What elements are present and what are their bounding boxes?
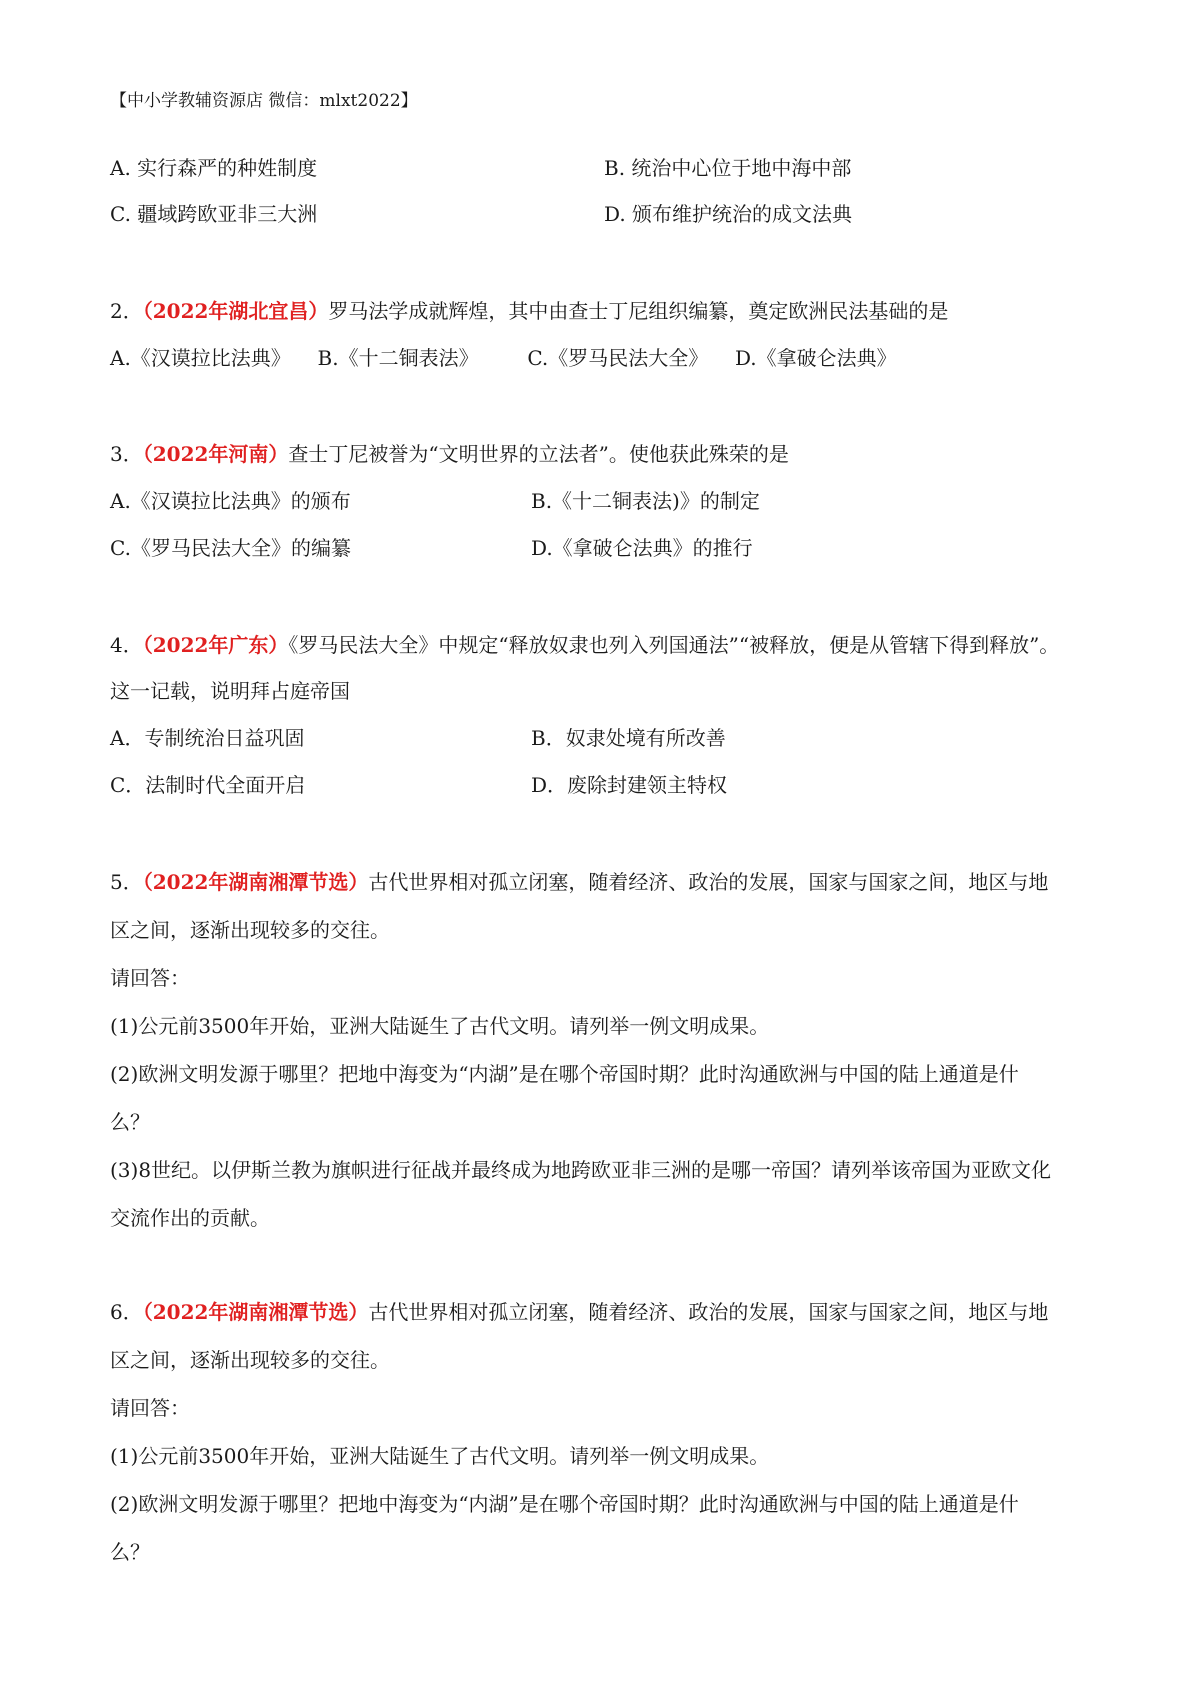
q3-option-a: A.《汉谟拉比法典》的颁布 xyxy=(110,489,351,513)
q3-number: 3． xyxy=(110,442,143,466)
q3-option-d: D.《拿破仑法典》的推行 xyxy=(531,536,753,560)
q5-sub3-line1: (3)8世纪。以伊斯兰教为旗帜进行征战并最终成为地跨欧亚非三洲的是哪一帝国？请列举该帝国为亚欧文化 xyxy=(110,1158,1052,1182)
q4-source: （2022年广东） xyxy=(142,633,289,657)
q2-stem xyxy=(110,297,948,325)
q1-option-b: B. 统治中心位于地中海中部 xyxy=(604,156,852,180)
q5-sub2-line1: (2)欧洲文明发源于哪里？把地中海变为“内湖”是在哪个帝国时期？此时沟通欧洲与中国的陆上通道是什 xyxy=(110,1062,1019,1086)
q5-sub3-line2: 交流作出的贡献。 xyxy=(110,1206,270,1230)
q5-sub2-line2: 么？ xyxy=(110,1110,150,1134)
q3-option-c: C.《罗马民法大全》的编纂 xyxy=(110,536,351,560)
q3-source: （2022年河南） xyxy=(142,442,289,466)
q4-option-b: B．奴隶处境有所改善 xyxy=(531,726,726,750)
q2-option-d: D.《拿破仑法典》 xyxy=(734,346,897,370)
q3-stem-text: 查士丁尼被誉为“文明世界的立法者”。使他获此殊荣的是 xyxy=(288,442,789,466)
q2-number: 2． xyxy=(110,299,143,323)
q6-stem-line2: 区之间，逐渐出现较多的交往。 xyxy=(110,1348,390,1372)
q5-source: （2022年湖南湘潭节选） xyxy=(142,870,369,894)
q2-option-c: C.《罗马民法大全》 xyxy=(527,346,709,370)
q5-stem-text: 古代世界相对孤立闭塞，随着经济、政治的发展，国家与国家之间，地区与地 xyxy=(368,870,1049,894)
watermark-header: 【中小学教辅资源店 微信：mlxt2022】 xyxy=(110,91,418,111)
q3-stem xyxy=(110,440,789,468)
q2-options xyxy=(110,344,897,372)
q4-stem-line2: 这一记载，说明拜占庭帝国 xyxy=(110,679,350,703)
q6-sub2-line2: 么？ xyxy=(110,1540,150,1564)
q5-number: 5． xyxy=(110,870,143,894)
q1-option-d: D. 颁布维护统治的成文法典 xyxy=(604,202,853,226)
q4-option-a: A．专制统治日益巩固 xyxy=(110,726,305,750)
q4-stem-text: 《罗马民法大全》中规定“释放奴隶也列入列国通法”“被释放，便是从管辖下得到释放”。 xyxy=(288,633,1060,657)
q6-number: 6． xyxy=(110,1300,143,1324)
q6-sub1: (1)公元前3500年开始，亚洲大陆诞生了古代文明。请列举一例文明成果。 xyxy=(110,1444,770,1468)
q4-stem xyxy=(110,631,1059,659)
q5-prompt: 请回答： xyxy=(110,966,190,990)
q6-source: （2022年湖南湘潭节选） xyxy=(142,1300,369,1324)
q6-stem xyxy=(110,1298,1048,1326)
q6-stem-text: 古代世界相对孤立闭塞，随着经济、政治的发展，国家与国家之间，地区与地 xyxy=(368,1300,1049,1324)
q6-prompt: 请回答： xyxy=(110,1396,190,1420)
q2-option-b: B.《十二铜表法》 xyxy=(317,346,479,370)
q4-number: 4． xyxy=(110,633,143,657)
q1-option-c: C. 疆域跨欧亚非三大洲 xyxy=(110,202,318,226)
q4-option-c: C．法制时代全面开启 xyxy=(110,773,306,797)
q2-stem-text: 罗马法学成就辉煌，其中由查士丁尼组织编纂，奠定欧洲民法基础的是 xyxy=(328,299,949,323)
q5-stem-line2: 区之间，逐渐出现较多的交往。 xyxy=(110,918,390,942)
q1-option-a: A. 实行森严的种姓制度 xyxy=(110,156,318,180)
q6-sub2-line1: (2)欧洲文明发源于哪里？把地中海变为“内湖”是在哪个帝国时期？此时沟通欧洲与中国的陆上通道是什 xyxy=(110,1492,1019,1516)
q2-source: （2022年湖北宜昌） xyxy=(142,299,329,323)
q5-sub1: (1)公元前3500年开始，亚洲大陆诞生了古代文明。请列举一例文明成果。 xyxy=(110,1014,770,1038)
q3-option-b: B.《十二铜表法)》的制定 xyxy=(531,489,760,513)
q4-option-d: D．废除封建领主特权 xyxy=(531,773,728,797)
q5-stem xyxy=(110,868,1048,896)
q2-option-a: A.《汉谟拉比法典》 xyxy=(110,346,291,370)
